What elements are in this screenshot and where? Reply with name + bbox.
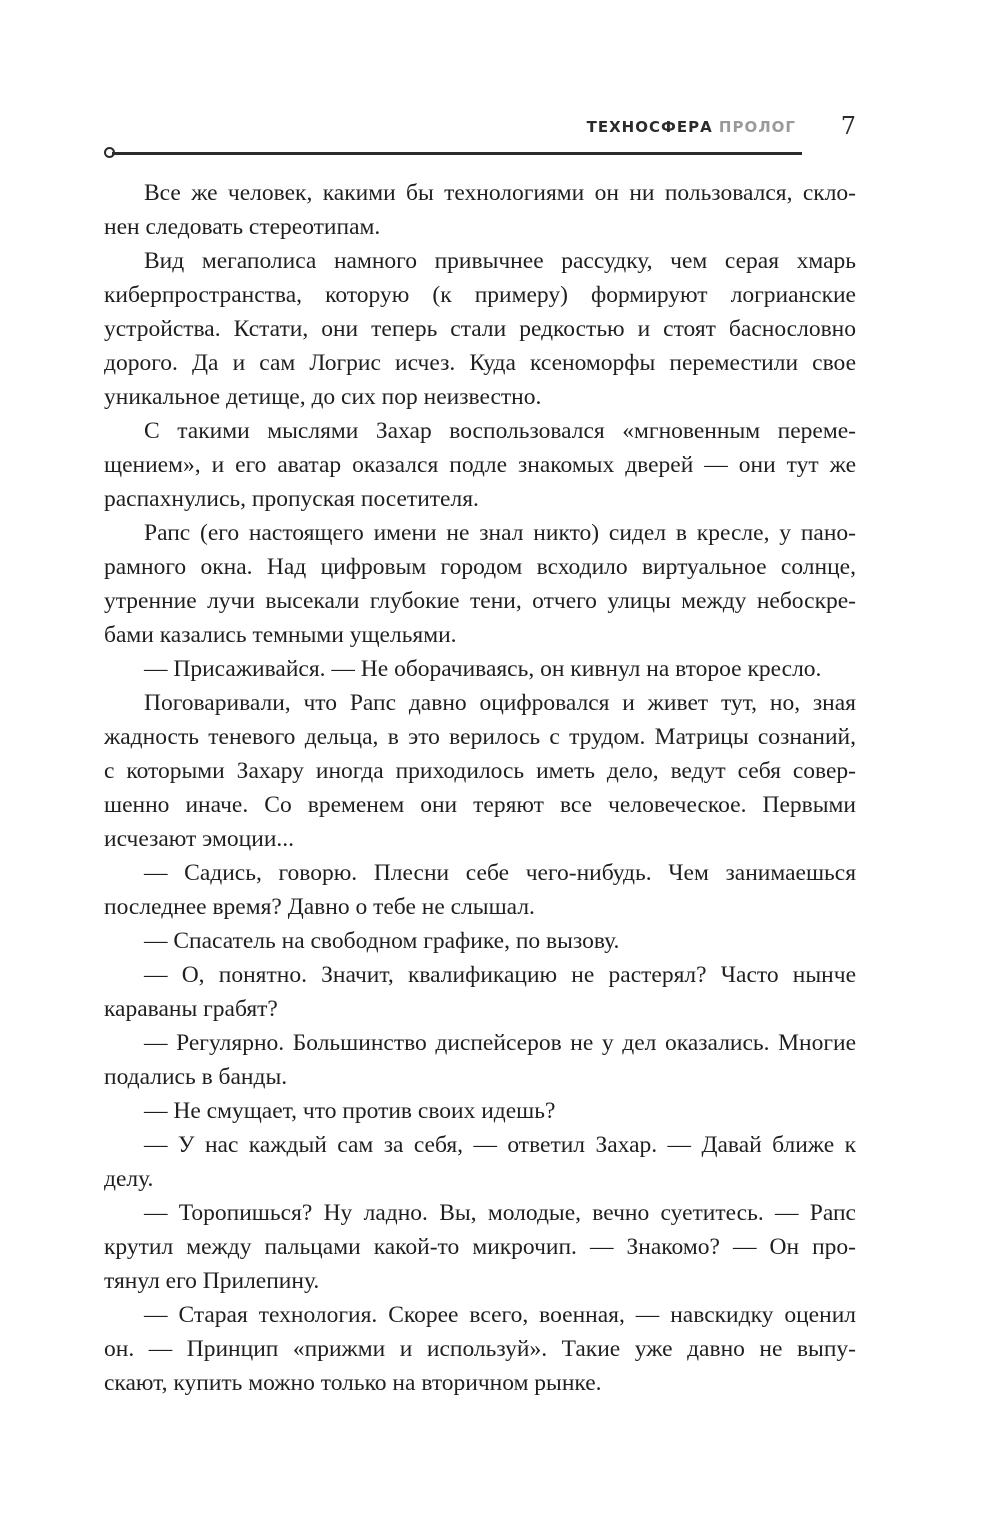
paragraph bbox=[104, 1196, 856, 1298]
text-line: жадность теневого дельца, в это верилось с трудом. Матрицы сознаний, bbox=[104, 724, 856, 750]
paragraph bbox=[104, 1026, 856, 1094]
paragraph bbox=[104, 652, 856, 686]
paragraph bbox=[104, 958, 856, 1026]
paragraph bbox=[104, 176, 856, 244]
text-line: делу. bbox=[104, 1166, 154, 1192]
text-line: — О, понятно. Значит, квалификацию не растерял? Часто нынче bbox=[144, 962, 856, 988]
text-line: — Торопишься? Ну ладно. Вы, молодые, вечно суетитесь. — Рапс bbox=[144, 1200, 856, 1226]
paragraph bbox=[104, 686, 856, 856]
text-line: скают, купить можно только на вторичном рынке. bbox=[104, 1370, 602, 1396]
page-number: 7 bbox=[840, 112, 856, 140]
running-head bbox=[587, 118, 796, 136]
text-line: утренние лучи высекали глубокие тени, отчего улицы между небоскре- bbox=[104, 588, 856, 614]
text-line: с которыми Захару иногда приходилось иметь дело, ведут себя совер- bbox=[104, 758, 856, 784]
text-line: бами казались темными ущельями. bbox=[104, 622, 457, 648]
text-line: последнее время? Давно о тебе не слышал. bbox=[104, 894, 535, 920]
text-line: С такими мыслями Захар воспользовался «мгновенным переме- bbox=[144, 418, 856, 444]
text-line: Вид мегаполиса намного привычнее рассудку, чем серая хмарь bbox=[144, 248, 856, 274]
text-line: исчезают эмоции... bbox=[104, 826, 295, 852]
body-text bbox=[104, 176, 856, 1400]
text-line: подались в банды. bbox=[104, 1064, 288, 1090]
text-line: крутил между пальцами какой-то микрочип. — Знакомо? — Он про- bbox=[104, 1234, 856, 1260]
paragraph bbox=[104, 516, 856, 652]
paragraph bbox=[104, 856, 856, 924]
text-line: тянул его Прилепину. bbox=[104, 1268, 320, 1294]
text-line: — У нас каждый сам за себя, — ответил Захар. — Давай ближе к bbox=[144, 1132, 856, 1158]
text-line: — Регулярно. Большинство диспейсеров не у дел оказались. Многие bbox=[144, 1030, 856, 1056]
text-line: — Спасатель на свободном графике, по вызову. bbox=[144, 928, 620, 954]
chapter-title: ПРОЛОГ bbox=[718, 118, 796, 136]
page-header bbox=[104, 112, 856, 172]
header-rule bbox=[112, 152, 802, 155]
text-line: распахнулись, пропуская посетителя. bbox=[104, 486, 479, 512]
text-line: рамного окна. Над цифровым городом всходило виртуальное солнце, bbox=[104, 554, 856, 580]
book-title: ТЕХНОСФЕРА bbox=[586, 118, 713, 136]
text-line: Все же человек, какими бы технологиями он ни пользовался, скло- bbox=[144, 180, 856, 206]
paragraph bbox=[104, 924, 856, 958]
paragraph bbox=[104, 414, 856, 516]
text-line: он. — Принцип «прижми и используй». Такие уже давно не выпу- bbox=[104, 1336, 856, 1362]
text-line: шенно иначе. Со временем они теряют все человеческое. Первыми bbox=[104, 792, 856, 818]
paragraph bbox=[104, 1298, 856, 1400]
text-line: дорого. Да и сам Логрис исчез. Куда ксеноморфы переместили свое bbox=[104, 350, 856, 376]
text-line: — Старая технология. Скорее всего, военная, — навскидку оценил bbox=[144, 1302, 856, 1328]
text-line: — Не смущает, что против своих идешь? bbox=[144, 1098, 556, 1124]
text-line: устройства. Кстати, они теперь стали редкостью и стоят баснословно bbox=[104, 316, 856, 342]
text-line: щением», и его аватар оказался подле знакомых дверей — они тут же bbox=[104, 452, 856, 478]
text-line: киберпространства, которую (к примеру) формируют логрианские bbox=[104, 282, 856, 308]
text-line: — Садись, говорю. Плесни себе чего-нибудь. Чем занимаешься bbox=[144, 860, 856, 886]
text-line: уникальное детище, до сих пор неизвестно. bbox=[104, 384, 542, 410]
text-line: — Присаживайся. — Не оборачиваясь, он кивнул на второе кресло. bbox=[144, 656, 822, 682]
text-line: нен следовать стереотипам. bbox=[104, 214, 381, 240]
paragraph bbox=[104, 244, 856, 414]
text-line: Рапс (его настоящего имени не знал никто) сидел в кресле, у пано- bbox=[144, 520, 856, 546]
paragraph bbox=[104, 1128, 856, 1196]
paragraph bbox=[104, 1094, 856, 1128]
text-line: Поговаривали, что Рапс давно оцифровался и живет тут, но, зная bbox=[144, 690, 856, 716]
text-line: караваны грабят? bbox=[104, 996, 278, 1022]
